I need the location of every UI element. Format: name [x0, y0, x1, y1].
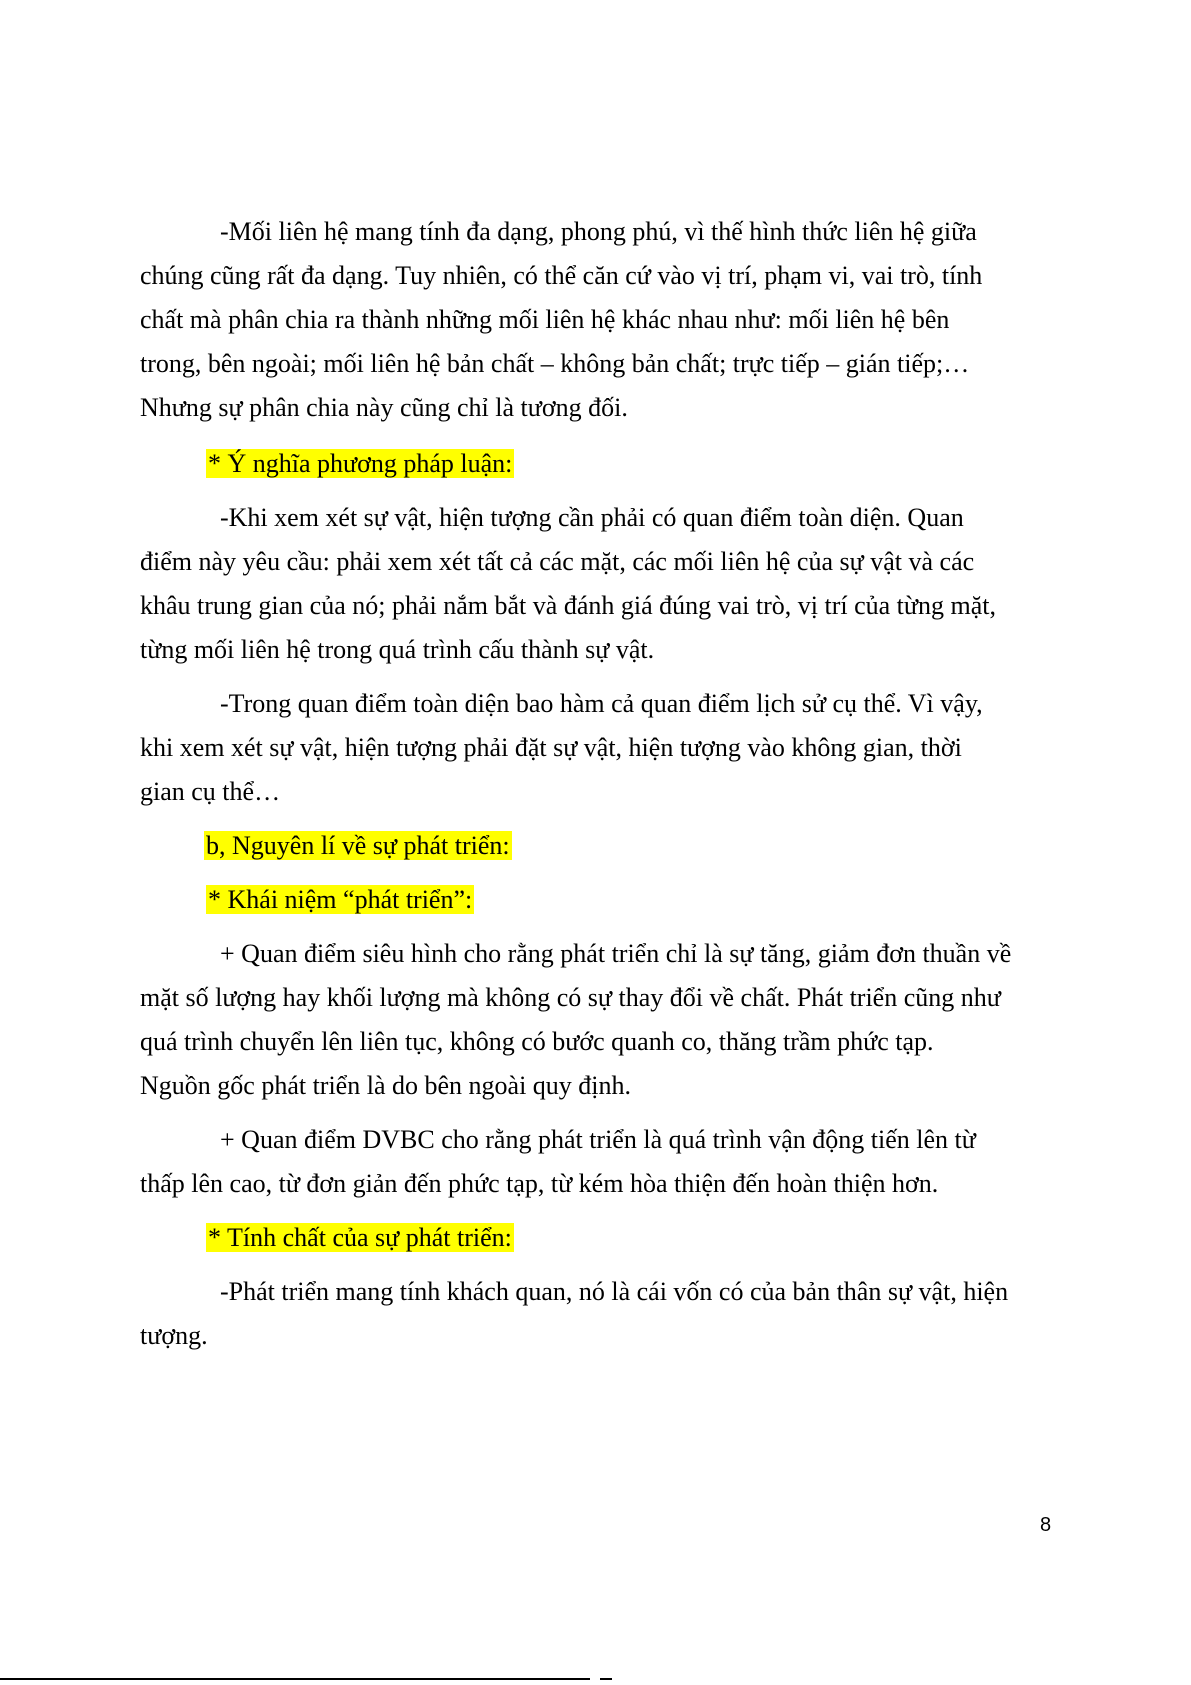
paragraph-3-line-1: -Trong quan điểm toàn diện bao hàm cả quan điểm lịch sử cụ thể. Vì vậy,	[220, 689, 983, 718]
paragraph-1-line-1: -Mối liên hệ mang tính đa dạng, phong phú, vì thế hình thức liên hệ giữa	[220, 217, 977, 246]
paragraph-2-line-2: điểm này yêu cầu: phải xem xét tất cả các mặt, các mối liên hệ của sự vật và các	[140, 547, 975, 576]
heading-development-principle-text: b, Nguyên lí về sự phát triển:	[206, 831, 510, 860]
paragraph-4-line-1: + Quan điểm siêu hình cho rằng phát triển chỉ là sự tăng, giảm đơn thuần về	[220, 939, 1012, 968]
paragraph-1-line-3: chất mà phân chia ra thành những mối liên hệ khác nhau như: mối liên hệ bên	[140, 305, 950, 334]
paragraph-6-line-2: tượng.	[140, 1321, 208, 1350]
paragraph-2-line-1: -Khi xem xét sự vật, hiện tượng cần phải có quan điểm toàn diện. Quan	[220, 503, 964, 532]
paragraph-4-line-4: Nguồn gốc phát triển là do bên ngoài quy định.	[140, 1071, 632, 1100]
paragraph-4-line-2: mặt số lượng hay khối lượng mà không có sự thay đổi về chất. Phát triển cũng như	[140, 983, 1001, 1012]
paragraph-1-line-5: Nhưng sự phân chia này cũng chỉ là tương đối.	[140, 393, 628, 422]
paragraph-2-line-4: từng mối liên hệ trong quá trình cấu thành sự vật.	[140, 635, 655, 664]
heading-methodology-text: * Ý nghĩa phương pháp luận:	[208, 449, 513, 478]
heading-development-concept-text: * Khái niệm “phát triển”:	[208, 885, 473, 914]
paragraph-1-line-4: trong, bên ngoài; mối liên hệ bản chất – không bản chất; trực tiếp – gián tiếp;…	[140, 349, 970, 378]
paragraph-1-line-2: chúng cũng rất đa dạng. Tuy nhiên, có thể căn cứ vào vị trí, phạm vi, vai trò, tính	[140, 261, 983, 290]
paragraph-5-line-2: thấp lên cao, từ đơn giản đến phức tạp, từ kém hòa thiện đến hoàn thiện hơn.	[140, 1169, 939, 1198]
heading-development-properties-text: * Tính chất của sự phát triển:	[208, 1223, 512, 1252]
paragraph-5-line-1: + Quan điểm DVBC cho rằng phát triển là quá trình vận động tiến lên từ	[220, 1125, 976, 1154]
paragraph-6-line-1: -Phát triển mang tính khách quan, nó là cái vốn có của bản thân sự vật, hiện	[220, 1277, 1009, 1306]
paragraph-3-line-2: khi xem xét sự vật, hiện tượng phải đặt sự vật, hiện tượng vào không gian, thời	[140, 733, 962, 762]
page-number: 8	[1040, 1514, 1052, 1536]
paragraph-3-line-3: gian cụ thể…	[140, 777, 281, 806]
heading-methodology	[206, 448, 514, 480]
heading-development-principle	[204, 830, 512, 862]
heading-development-concept	[206, 884, 474, 916]
page-bottom-rule-fragment	[600, 1678, 612, 1680]
heading-development-properties	[206, 1222, 514, 1254]
page-bottom-rule	[0, 1678, 590, 1680]
paragraph-2-line-3: khâu trung gian của nó; phải nắm bắt và đánh giá đúng vai trò, vị trí của từng mặt,	[140, 591, 996, 620]
paragraph-4-line-3: quá trình chuyển lên liên tục, không có bước quanh co, thăng trầm phức tạp.	[140, 1027, 934, 1056]
